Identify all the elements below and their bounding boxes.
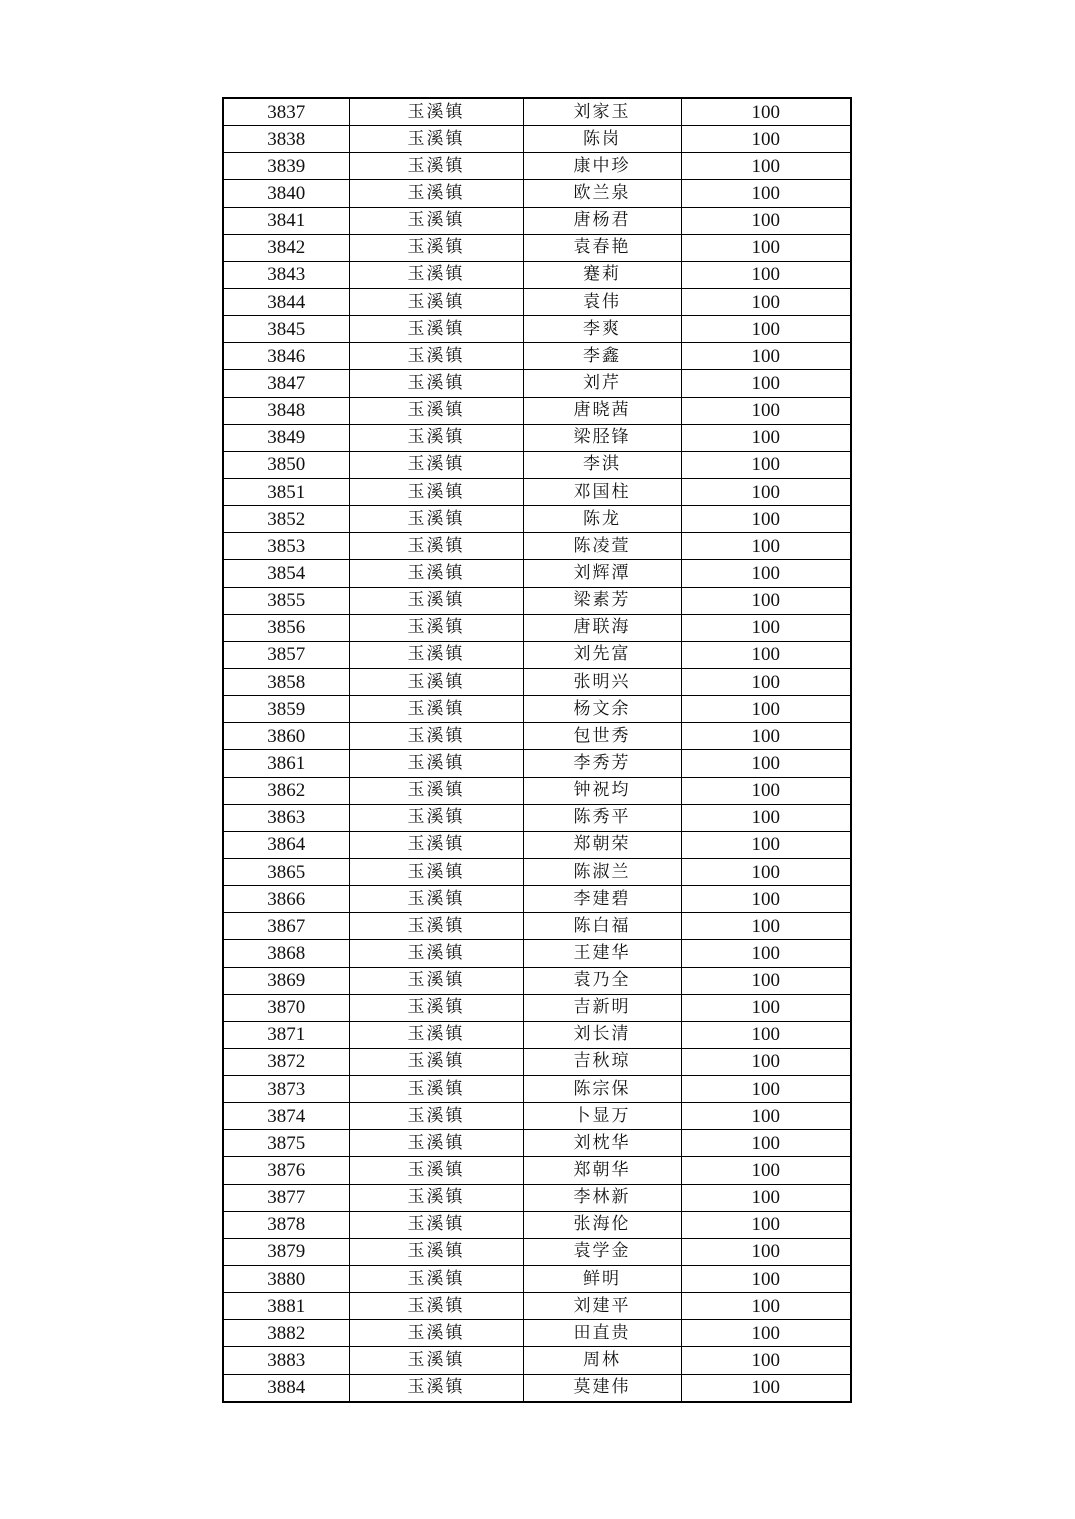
amount-cell: 100	[681, 1211, 851, 1238]
table-row	[223, 316, 851, 343]
town-cell: 玉溪镇	[349, 967, 523, 994]
table-row	[223, 777, 851, 804]
person-name-cell: 刘家玉	[523, 98, 681, 126]
table-row	[223, 1076, 851, 1103]
table-row	[223, 696, 851, 723]
table-row	[223, 478, 851, 505]
table-row	[223, 506, 851, 533]
town-cell: 玉溪镇	[349, 1347, 523, 1374]
person-name-cell: 卜显万	[523, 1103, 681, 1130]
table-row	[223, 98, 851, 126]
table-row	[223, 451, 851, 478]
person-name-cell: 李建碧	[523, 886, 681, 913]
town-cell: 玉溪镇	[349, 1021, 523, 1048]
table-row	[223, 1266, 851, 1293]
town-cell: 玉溪镇	[349, 940, 523, 967]
table-row	[223, 1374, 851, 1402]
serial-number-cell: 3884	[223, 1374, 349, 1402]
serial-number-cell: 3837	[223, 98, 349, 126]
amount-cell: 100	[681, 343, 851, 370]
table-row	[223, 207, 851, 234]
amount-cell: 100	[681, 424, 851, 451]
person-name-cell: 刘先富	[523, 641, 681, 668]
town-cell: 玉溪镇	[349, 261, 523, 288]
amount-cell: 100	[681, 506, 851, 533]
table-row	[223, 1103, 851, 1130]
table-row	[223, 180, 851, 207]
person-name-cell: 李爽	[523, 316, 681, 343]
amount-cell: 100	[681, 804, 851, 831]
amount-cell: 100	[681, 994, 851, 1021]
town-cell: 玉溪镇	[349, 587, 523, 614]
amount-cell: 100	[681, 370, 851, 397]
serial-number-cell: 3852	[223, 506, 349, 533]
town-cell: 玉溪镇	[349, 126, 523, 153]
person-name-cell: 陈岗	[523, 126, 681, 153]
town-cell: 玉溪镇	[349, 98, 523, 126]
amount-cell: 100	[681, 1103, 851, 1130]
town-cell: 玉溪镇	[349, 1374, 523, 1402]
serial-number-cell: 3861	[223, 750, 349, 777]
town-cell: 玉溪镇	[349, 913, 523, 940]
serial-number-cell: 3855	[223, 587, 349, 614]
amount-cell: 100	[681, 1130, 851, 1157]
table-row	[223, 994, 851, 1021]
town-cell: 玉溪镇	[349, 288, 523, 315]
town-cell: 玉溪镇	[349, 207, 523, 234]
town-cell: 玉溪镇	[349, 370, 523, 397]
table-row	[223, 1021, 851, 1048]
person-name-cell: 梁胫锋	[523, 424, 681, 451]
table-row	[223, 1184, 851, 1211]
town-cell: 玉溪镇	[349, 641, 523, 668]
amount-cell: 100	[681, 261, 851, 288]
person-name-cell: 郑朝华	[523, 1157, 681, 1184]
person-name-cell: 蹇莉	[523, 261, 681, 288]
person-name-cell: 唐晓茜	[523, 397, 681, 424]
amount-cell: 100	[681, 288, 851, 315]
town-cell: 玉溪镇	[349, 723, 523, 750]
person-name-cell: 袁伟	[523, 288, 681, 315]
table-row	[223, 343, 851, 370]
serial-number-cell: 3850	[223, 451, 349, 478]
person-name-cell: 刘辉潭	[523, 560, 681, 587]
town-cell: 玉溪镇	[349, 397, 523, 424]
serial-number-cell: 3845	[223, 316, 349, 343]
serial-number-cell: 3876	[223, 1157, 349, 1184]
serial-number-cell: 3860	[223, 723, 349, 750]
amount-cell: 100	[681, 1347, 851, 1374]
person-name-cell: 刘长清	[523, 1021, 681, 1048]
serial-number-cell: 3870	[223, 994, 349, 1021]
town-cell: 玉溪镇	[349, 858, 523, 885]
person-name-cell: 唐杨君	[523, 207, 681, 234]
serial-number-cell: 3880	[223, 1266, 349, 1293]
table-row	[223, 967, 851, 994]
table-row	[223, 831, 851, 858]
table-row	[223, 234, 851, 261]
table-row	[223, 641, 851, 668]
amount-cell: 100	[681, 777, 851, 804]
serial-number-cell: 3867	[223, 913, 349, 940]
town-cell: 玉溪镇	[349, 696, 523, 723]
serial-number-cell: 3879	[223, 1238, 349, 1265]
serial-number-cell: 3842	[223, 234, 349, 261]
amount-cell: 100	[681, 940, 851, 967]
person-name-cell: 杨文余	[523, 696, 681, 723]
serial-number-cell: 3865	[223, 858, 349, 885]
amount-cell: 100	[681, 316, 851, 343]
table-row	[223, 288, 851, 315]
town-cell: 玉溪镇	[349, 1103, 523, 1130]
person-name-cell: 刘芹	[523, 370, 681, 397]
serial-number-cell: 3854	[223, 560, 349, 587]
serial-number-cell: 3864	[223, 831, 349, 858]
person-name-cell: 陈白福	[523, 913, 681, 940]
table-row	[223, 858, 851, 885]
table-row	[223, 1048, 851, 1075]
serial-number-cell: 3862	[223, 777, 349, 804]
serial-number-cell: 3872	[223, 1048, 349, 1075]
person-name-cell: 袁乃全	[523, 967, 681, 994]
serial-number-cell: 3873	[223, 1076, 349, 1103]
amount-cell: 100	[681, 234, 851, 261]
serial-number-cell: 3859	[223, 696, 349, 723]
table-row	[223, 668, 851, 695]
amount-cell: 100	[681, 886, 851, 913]
amount-cell: 100	[681, 451, 851, 478]
person-name-cell: 李鑫	[523, 343, 681, 370]
serial-number-cell: 3868	[223, 940, 349, 967]
town-cell: 玉溪镇	[349, 343, 523, 370]
table-row	[223, 370, 851, 397]
person-name-cell: 郑朝荣	[523, 831, 681, 858]
town-cell: 玉溪镇	[349, 153, 523, 180]
person-name-cell: 唐联海	[523, 614, 681, 641]
person-name-cell: 李秀芳	[523, 750, 681, 777]
amount-cell: 100	[681, 98, 851, 126]
amount-cell: 100	[681, 967, 851, 994]
person-name-cell: 吉秋琼	[523, 1048, 681, 1075]
town-cell: 玉溪镇	[349, 316, 523, 343]
serial-number-cell: 3866	[223, 886, 349, 913]
table-row	[223, 587, 851, 614]
serial-number-cell: 3848	[223, 397, 349, 424]
amount-cell: 100	[681, 641, 851, 668]
table-row	[223, 1347, 851, 1374]
town-cell: 玉溪镇	[349, 478, 523, 505]
town-cell: 玉溪镇	[349, 1184, 523, 1211]
table-row	[223, 1238, 851, 1265]
amount-cell: 100	[681, 180, 851, 207]
serial-number-cell: 3881	[223, 1293, 349, 1320]
person-name-cell: 鲜明	[523, 1266, 681, 1293]
serial-number-cell: 3878	[223, 1211, 349, 1238]
serial-number-cell: 3844	[223, 288, 349, 315]
table-row	[223, 560, 851, 587]
person-name-cell: 陈淑兰	[523, 858, 681, 885]
amount-cell: 100	[681, 723, 851, 750]
town-cell: 玉溪镇	[349, 750, 523, 777]
amount-cell: 100	[681, 750, 851, 777]
person-name-cell: 陈龙	[523, 506, 681, 533]
town-cell: 玉溪镇	[349, 560, 523, 587]
serial-number-cell: 3863	[223, 804, 349, 831]
town-cell: 玉溪镇	[349, 1048, 523, 1075]
serial-number-cell: 3851	[223, 478, 349, 505]
amount-cell: 100	[681, 614, 851, 641]
amount-cell: 100	[681, 478, 851, 505]
town-cell: 玉溪镇	[349, 1130, 523, 1157]
person-name-cell: 吉新明	[523, 994, 681, 1021]
person-name-cell: 袁学金	[523, 1238, 681, 1265]
serial-number-cell: 3882	[223, 1320, 349, 1347]
serial-number-cell: 3875	[223, 1130, 349, 1157]
table-row	[223, 886, 851, 913]
town-cell: 玉溪镇	[349, 614, 523, 641]
table-row	[223, 723, 851, 750]
person-name-cell: 刘建平	[523, 1293, 681, 1320]
person-name-cell: 钟祝均	[523, 777, 681, 804]
serial-number-cell: 3839	[223, 153, 349, 180]
town-cell: 玉溪镇	[349, 424, 523, 451]
town-cell: 玉溪镇	[349, 1293, 523, 1320]
table-row	[223, 940, 851, 967]
amount-cell: 100	[681, 831, 851, 858]
amount-cell: 100	[681, 153, 851, 180]
person-name-cell: 李林新	[523, 1184, 681, 1211]
person-name-cell: 包世秀	[523, 723, 681, 750]
person-name-cell: 康中珍	[523, 153, 681, 180]
town-cell: 玉溪镇	[349, 994, 523, 1021]
table-row	[223, 261, 851, 288]
person-name-cell: 陈秀平	[523, 804, 681, 831]
town-cell: 玉溪镇	[349, 533, 523, 560]
table-row	[223, 1130, 851, 1157]
amount-cell: 100	[681, 397, 851, 424]
town-cell: 玉溪镇	[349, 886, 523, 913]
town-cell: 玉溪镇	[349, 777, 523, 804]
table-row	[223, 1293, 851, 1320]
person-name-cell: 莫建伟	[523, 1374, 681, 1402]
serial-number-cell: 3869	[223, 967, 349, 994]
person-name-cell: 陈凌萱	[523, 533, 681, 560]
amount-cell: 100	[681, 1238, 851, 1265]
table-row	[223, 533, 851, 560]
amount-cell: 100	[681, 696, 851, 723]
person-name-cell: 张明兴	[523, 668, 681, 695]
serial-number-cell: 3853	[223, 533, 349, 560]
table-row	[223, 804, 851, 831]
town-cell: 玉溪镇	[349, 506, 523, 533]
serial-number-cell: 3857	[223, 641, 349, 668]
serial-number-cell: 3856	[223, 614, 349, 641]
amount-cell: 100	[681, 1293, 851, 1320]
serial-number-cell: 3843	[223, 261, 349, 288]
table-row	[223, 1157, 851, 1184]
town-cell: 玉溪镇	[349, 1266, 523, 1293]
amount-cell: 100	[681, 533, 851, 560]
amount-cell: 100	[681, 207, 851, 234]
table-row	[223, 750, 851, 777]
table-row	[223, 126, 851, 153]
serial-number-cell: 3838	[223, 126, 349, 153]
town-cell: 玉溪镇	[349, 1076, 523, 1103]
person-name-cell: 王建华	[523, 940, 681, 967]
amount-cell: 100	[681, 1021, 851, 1048]
amount-cell: 100	[681, 1320, 851, 1347]
amount-cell: 100	[681, 587, 851, 614]
table-row	[223, 153, 851, 180]
town-cell: 玉溪镇	[349, 1157, 523, 1184]
town-cell: 玉溪镇	[349, 804, 523, 831]
table-row	[223, 1320, 851, 1347]
serial-number-cell: 3846	[223, 343, 349, 370]
amount-cell: 100	[681, 913, 851, 940]
town-cell: 玉溪镇	[349, 451, 523, 478]
amount-cell: 100	[681, 858, 851, 885]
serial-number-cell: 3841	[223, 207, 349, 234]
amount-cell: 100	[681, 1184, 851, 1211]
person-name-cell: 袁春艳	[523, 234, 681, 261]
roster-table	[222, 97, 852, 1403]
person-name-cell: 欧兰泉	[523, 180, 681, 207]
amount-cell: 100	[681, 126, 851, 153]
person-name-cell: 梁素芳	[523, 587, 681, 614]
town-cell: 玉溪镇	[349, 1320, 523, 1347]
table-row	[223, 424, 851, 451]
town-cell: 玉溪镇	[349, 234, 523, 261]
serial-number-cell: 3871	[223, 1021, 349, 1048]
table-row	[223, 913, 851, 940]
town-cell: 玉溪镇	[349, 180, 523, 207]
amount-cell: 100	[681, 668, 851, 695]
person-name-cell: 陈宗保	[523, 1076, 681, 1103]
town-cell: 玉溪镇	[349, 1211, 523, 1238]
person-name-cell: 张海伦	[523, 1211, 681, 1238]
table-row	[223, 1211, 851, 1238]
serial-number-cell: 3877	[223, 1184, 349, 1211]
serial-number-cell: 3840	[223, 180, 349, 207]
serial-number-cell: 3883	[223, 1347, 349, 1374]
amount-cell: 100	[681, 1048, 851, 1075]
serial-number-cell: 3858	[223, 668, 349, 695]
amount-cell: 100	[681, 1157, 851, 1184]
amount-cell: 100	[681, 1374, 851, 1402]
person-name-cell: 田直贵	[523, 1320, 681, 1347]
person-name-cell: 邓国柱	[523, 478, 681, 505]
person-name-cell: 周林	[523, 1347, 681, 1374]
town-cell: 玉溪镇	[349, 1238, 523, 1265]
serial-number-cell: 3847	[223, 370, 349, 397]
person-name-cell: 刘枕华	[523, 1130, 681, 1157]
town-cell: 玉溪镇	[349, 831, 523, 858]
person-name-cell: 李淇	[523, 451, 681, 478]
serial-number-cell: 3849	[223, 424, 349, 451]
serial-number-cell: 3874	[223, 1103, 349, 1130]
amount-cell: 100	[681, 1266, 851, 1293]
table-row	[223, 614, 851, 641]
amount-cell: 100	[681, 560, 851, 587]
amount-cell: 100	[681, 1076, 851, 1103]
town-cell: 玉溪镇	[349, 668, 523, 695]
roster-body	[223, 98, 851, 1402]
table-row	[223, 397, 851, 424]
